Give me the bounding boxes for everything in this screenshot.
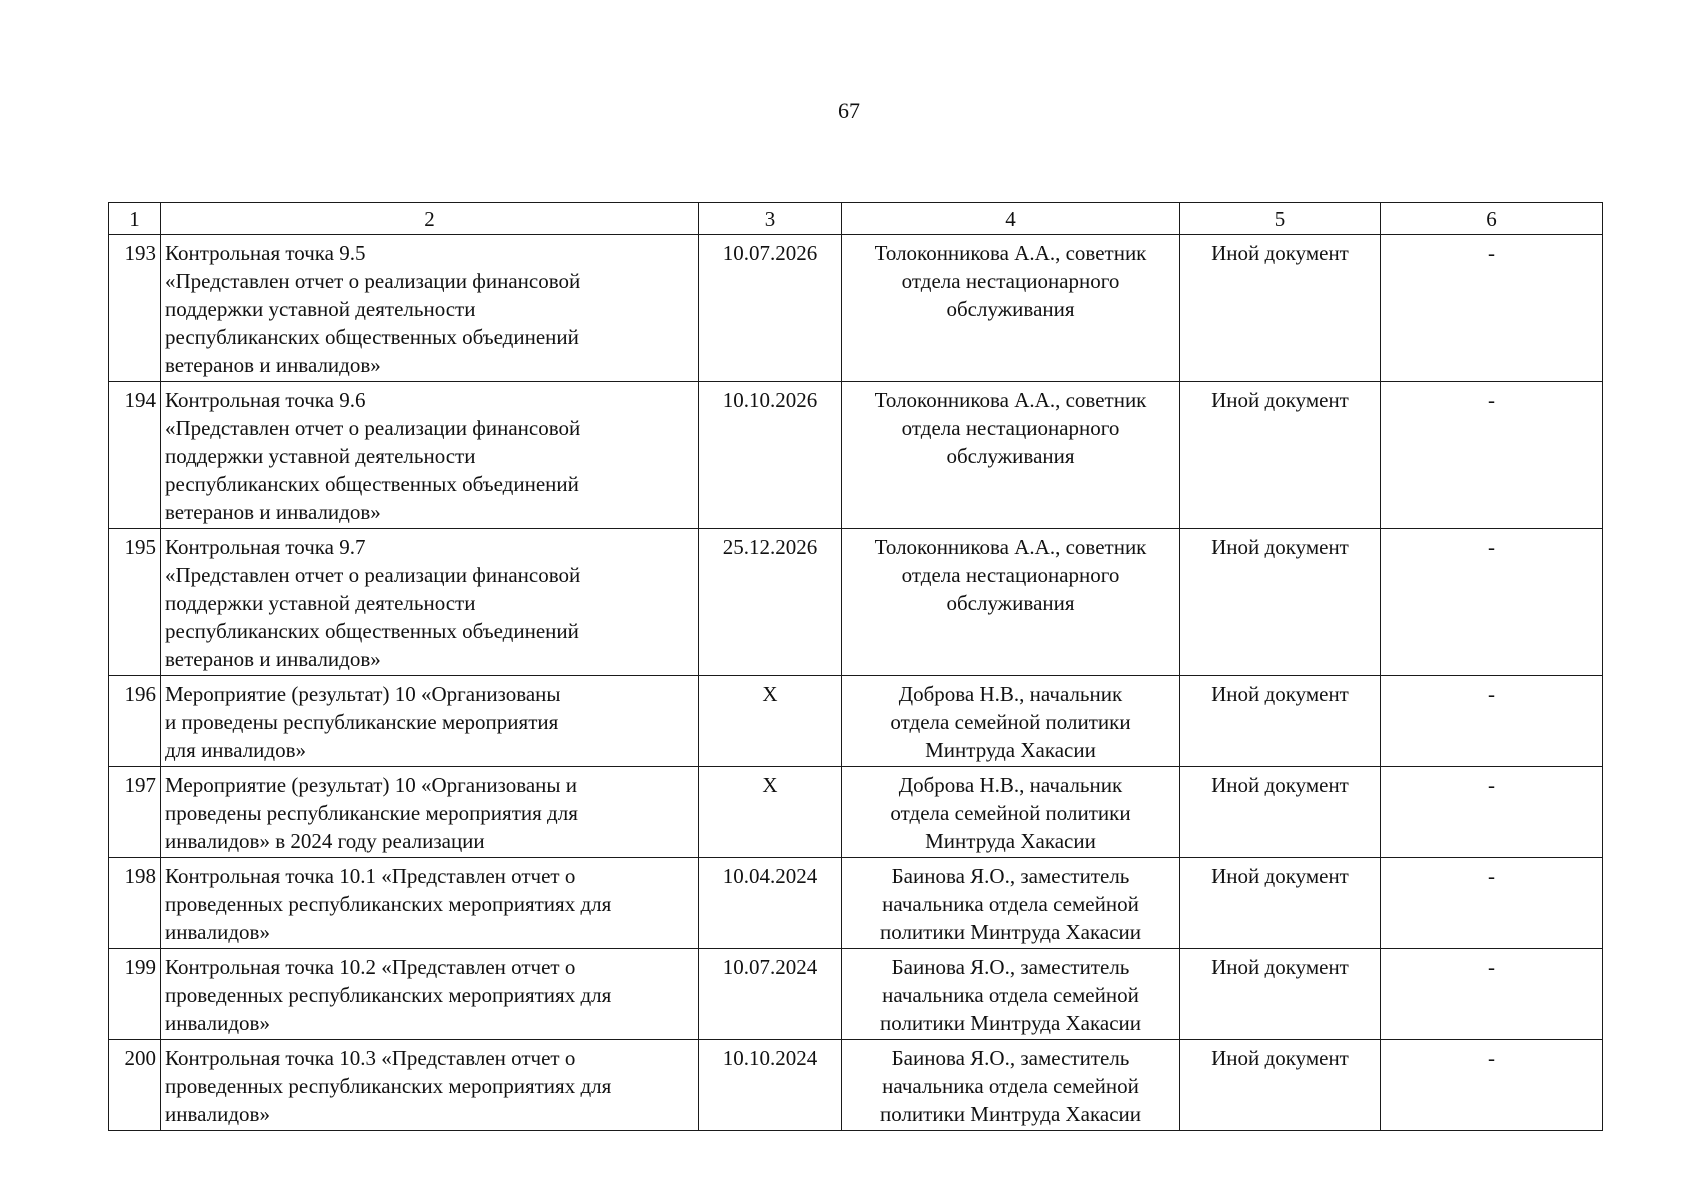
event-name-line: и проведены республиканские мероприятия <box>165 710 559 734</box>
event-name-line: республиканских общественных объединений <box>165 619 579 643</box>
column-header: 2 <box>161 203 699 235</box>
column-header: 1 <box>109 203 161 235</box>
column-header: 5 <box>1180 203 1381 235</box>
event-name-line: «Представлен отчет о реализации финансовой <box>165 416 581 440</box>
column-header: 6 <box>1381 203 1603 235</box>
event-name-line: проведенных республиканских мероприятиях для <box>165 892 612 916</box>
event-name <box>161 858 699 949</box>
responsible-line: отдела нестационарного <box>901 416 1120 440</box>
responsible-line: Минтруда Хакасии <box>925 738 1096 762</box>
responsible-person <box>842 529 1180 676</box>
responsible-person <box>842 949 1180 1040</box>
table-row <box>109 382 1603 529</box>
responsible-line: начальника отдела семейной <box>882 1074 1139 1098</box>
row-number: 200 <box>109 1040 161 1131</box>
responsible-person <box>842 767 1180 858</box>
document-type: Иной документ <box>1180 676 1381 767</box>
event-name-line: проведенных республиканских мероприятиях для <box>165 1074 612 1098</box>
row-number: 193 <box>109 235 161 382</box>
row-number: 198 <box>109 858 161 949</box>
event-name <box>161 767 699 858</box>
responsible-line: обслуживания <box>946 591 1075 615</box>
responsible-person <box>842 676 1180 767</box>
deadline-date: 10.10.2026 <box>699 382 842 529</box>
extra-info: - <box>1381 676 1603 767</box>
event-name-line: республиканских общественных объединений <box>165 472 579 496</box>
event-name <box>161 949 699 1040</box>
deadline-date: 10.04.2024 <box>699 858 842 949</box>
responsible-line: Баинова Я.О., заместитель <box>891 1046 1130 1070</box>
document-type: Иной документ <box>1180 382 1381 529</box>
event-name-line: Контрольная точка 10.1 «Представлен отчет о <box>165 864 576 888</box>
extra-info: - <box>1381 1040 1603 1131</box>
extra-info: - <box>1381 767 1603 858</box>
responsible-line: обслуживания <box>946 297 1075 321</box>
table-row <box>109 949 1603 1040</box>
page-number: 67 <box>838 98 860 123</box>
event-name-line: «Представлен отчет о реализации финансовой <box>165 269 581 293</box>
event-name <box>161 1040 699 1131</box>
column-header: 4 <box>842 203 1180 235</box>
responsible-line: политики Минтруда Хакасии <box>879 1011 1141 1035</box>
responsible-line: Доброва Н.В., начальник <box>898 682 1123 706</box>
responsible-line: начальника отдела семейной <box>882 892 1139 916</box>
responsible-line: отдела нестационарного <box>901 563 1120 587</box>
document-type: Иной документ <box>1180 858 1381 949</box>
header-row <box>109 203 1603 235</box>
event-name <box>161 235 699 382</box>
extra-info: - <box>1381 949 1603 1040</box>
responsible-line: начальника отдела семейной <box>882 983 1139 1007</box>
event-name-line: инвалидов» <box>165 1102 270 1126</box>
event-name-line: проведенных республиканских мероприятиях для <box>165 983 612 1007</box>
column-header: 3 <box>699 203 842 235</box>
row-number: 194 <box>109 382 161 529</box>
responsible-line: Доброва Н.В., начальник <box>898 773 1123 797</box>
event-name-line: Мероприятие (результат) 10 «Организованы <box>165 682 561 706</box>
responsible-line: Баинова Я.О., заместитель <box>891 864 1130 888</box>
event-name-line: ветеранов и инвалидов» <box>165 500 381 524</box>
extra-info: - <box>1381 858 1603 949</box>
table-row <box>109 235 1603 382</box>
responsible-line: Толоконникова А.А., советник <box>874 241 1147 265</box>
responsible-line: отдела нестационарного <box>901 269 1120 293</box>
extra-info: - <box>1381 529 1603 676</box>
table-row <box>109 676 1603 767</box>
document-type: Иной документ <box>1180 235 1381 382</box>
document-type: Иной документ <box>1180 767 1381 858</box>
document-type: Иной документ <box>1180 529 1381 676</box>
responsible-person <box>842 1040 1180 1131</box>
deadline-date: 25.12.2026 <box>699 529 842 676</box>
responsible-line: обслуживания <box>946 444 1075 468</box>
event-name-line: поддержки уставной деятельности <box>165 297 476 321</box>
event-name-line: «Представлен отчет о реализации финансовой <box>165 563 581 587</box>
event-name-line: инвалидов» в 2024 году реализации <box>165 829 485 853</box>
responsible-line: политики Минтруда Хакасии <box>879 1102 1141 1126</box>
table-row <box>109 1040 1603 1131</box>
table-row <box>109 529 1603 676</box>
event-name <box>161 382 699 529</box>
responsible-line: Минтруда Хакасии <box>925 829 1096 853</box>
table-row <box>109 767 1603 858</box>
responsible-person <box>842 382 1180 529</box>
deadline-date: 10.10.2024 <box>699 1040 842 1131</box>
responsible-line: Толоконникова А.А., советник <box>874 535 1147 559</box>
event-name-line: республиканских общественных объединений <box>165 325 579 349</box>
event-name-line: Контрольная точка 9.7 <box>165 535 366 559</box>
deadline-date: 10.07.2024 <box>699 949 842 1040</box>
row-number: 199 <box>109 949 161 1040</box>
event-name-line: для инвалидов» <box>165 738 307 762</box>
event-name-line: инвалидов» <box>165 920 270 944</box>
event-name-line: проведены республиканские мероприятия для <box>165 801 578 825</box>
responsible-person <box>842 235 1180 382</box>
event-name-line: инвалидов» <box>165 1011 270 1035</box>
event-name <box>161 676 699 767</box>
row-number: 196 <box>109 676 161 767</box>
event-name-line: ветеранов и инвалидов» <box>165 353 381 377</box>
event-name-line: Мероприятие (результат) 10 «Организованы и <box>165 773 578 797</box>
responsible-line: отдела семейной политики <box>890 710 1131 734</box>
event-name-line: Контрольная точка 10.2 «Представлен отчет о <box>165 955 576 979</box>
event-name-line: Контрольная точка 9.6 <box>165 388 366 412</box>
responsible-line: Баинова Я.О., заместитель <box>891 955 1130 979</box>
event-name-line: поддержки уставной деятельности <box>165 444 476 468</box>
event-name-line: поддержки уставной деятельности <box>165 591 476 615</box>
row-number: 195 <box>109 529 161 676</box>
responsible-line: отдела семейной политики <box>890 801 1131 825</box>
responsible-line: политики Минтруда Хакасии <box>879 920 1141 944</box>
responsible-person <box>842 858 1180 949</box>
deadline-date: X <box>699 676 842 767</box>
document-type: Иной документ <box>1180 949 1381 1040</box>
event-name-line: Контрольная точка 9.5 <box>165 241 366 265</box>
document-type: Иной документ <box>1180 1040 1381 1131</box>
event-name-line: ветеранов и инвалидов» <box>165 647 381 671</box>
event-name-line: Контрольная точка 10.3 «Представлен отчет о <box>165 1046 576 1070</box>
control-points-table <box>108 202 1603 1131</box>
extra-info: - <box>1381 235 1603 382</box>
extra-info: - <box>1381 382 1603 529</box>
deadline-date: 10.07.2026 <box>699 235 842 382</box>
responsible-line: Толоконникова А.А., советник <box>874 388 1147 412</box>
row-number: 197 <box>109 767 161 858</box>
deadline-date: X <box>699 767 842 858</box>
event-name <box>161 529 699 676</box>
table-row <box>109 858 1603 949</box>
